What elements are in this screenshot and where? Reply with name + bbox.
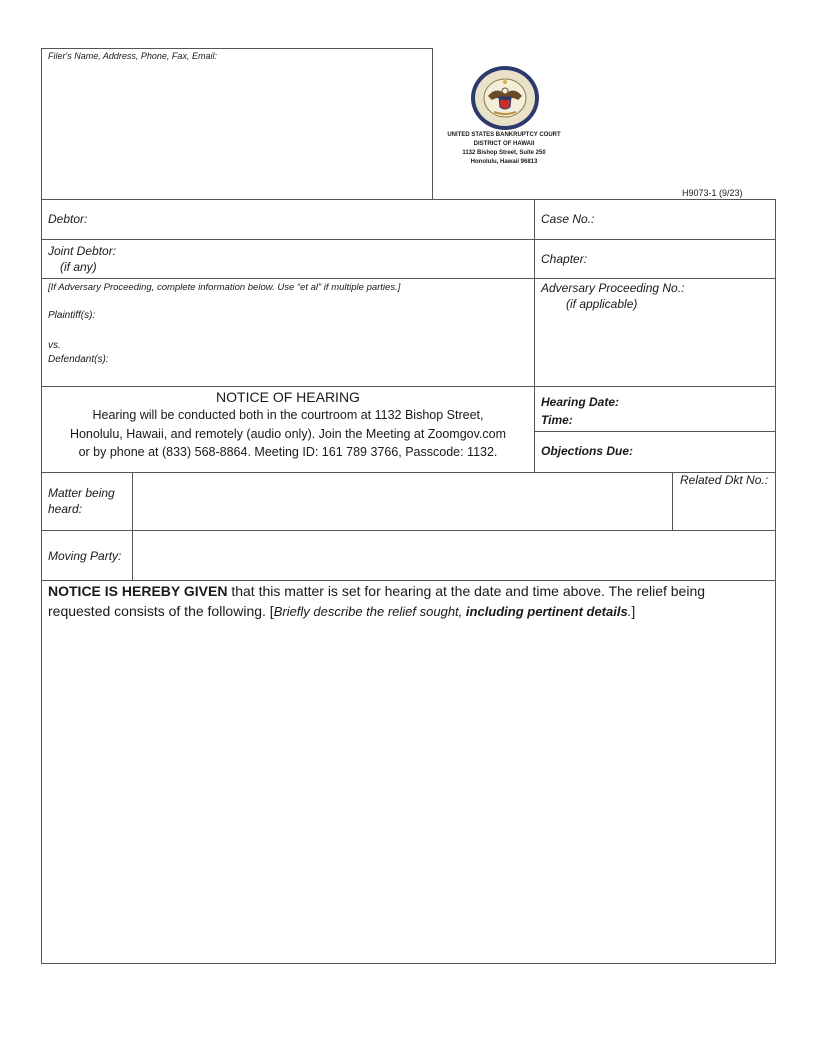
hearing-line-3: or by phone at (833) 568-8864. Meeting ID: 161 789 3766, Passcode: 1132. xyxy=(78,445,498,459)
objections-due-label: Objections Due: xyxy=(541,444,634,458)
notice-instruction-bold: including pertinent details xyxy=(465,604,628,619)
notice-close-bracket: ] xyxy=(631,603,636,619)
court-name: UNITED STATES BANKRUPTCY COURT xyxy=(447,132,561,138)
moving-party-label: Moving Party: xyxy=(48,549,122,563)
defendant-label: Defendant(s): xyxy=(48,354,109,365)
adversary-note: [If Adversary Proceeding, complete information below. Use “et al” if multiple parties.] xyxy=(48,282,401,293)
notice-line-2 xyxy=(48,601,768,622)
filer-info-box[interactable] xyxy=(41,48,433,200)
adversary-no-sublabel: (if applicable) xyxy=(566,297,638,311)
hearing-time-label: Time: xyxy=(541,413,573,427)
hearing-line-2: Honolulu, Hawaii, and remotely (audio only). Join the Meeting at Zoomgov.com xyxy=(69,427,507,441)
adversary-no-label: Adversary Proceeding No.: xyxy=(541,281,685,295)
notice-instruction-italic: Briefly describe the relief sought, xyxy=(273,604,466,619)
court-seal-icon xyxy=(468,64,542,132)
notice-text-2: requested consists of the following. [ xyxy=(48,603,274,619)
vs-label: vs. xyxy=(48,340,61,351)
debtor-label: Debtor: xyxy=(48,212,88,226)
matter-label-line-2: heard: xyxy=(48,502,83,516)
notice-text-1: that this matter is set for hearing at the date and time above. The relief being xyxy=(227,583,706,599)
court-city: Honolulu, Hawaii 96813 xyxy=(470,159,538,165)
matter-label-line-1: Matter being xyxy=(48,486,115,500)
form-code: H9073-1 (9/23) xyxy=(682,188,743,198)
moving-party-field[interactable] xyxy=(132,530,776,581)
court-street: 1132 Bishop Street, Suite 250 xyxy=(462,150,546,156)
chapter-label: Chapter: xyxy=(541,252,588,266)
case-no-label: Case No.: xyxy=(541,212,595,226)
debtor-field[interactable] xyxy=(41,199,535,240)
relief-description-field[interactable] xyxy=(41,580,776,964)
court-district: DISTRICT OF HAWAII xyxy=(473,141,535,147)
adversary-parties-field[interactable] xyxy=(41,278,535,387)
hearing-date-label: Hearing Date: xyxy=(541,395,620,409)
hearing-line-1: Hearing will be conducted both in the courtroom at 1132 Bishop Street, xyxy=(92,408,484,422)
matter-being-heard-field[interactable] xyxy=(132,472,673,531)
plaintiff-label: Plaintiff(s): xyxy=(48,310,96,321)
notice-of-hearing-title: NOTICE OF HEARING xyxy=(216,389,360,405)
filer-label: Filer's Name, Address, Phone, Fax, Email: xyxy=(48,51,217,61)
related-dkt-label: Related Dkt No.: xyxy=(680,473,769,487)
notice-instruction-end: . xyxy=(627,604,632,619)
notice-lead: NOTICE IS HEREBY GIVEN xyxy=(48,583,228,599)
joint-debtor-label: Joint Debtor: xyxy=(48,244,117,258)
notice-line-1 xyxy=(48,581,768,601)
joint-debtor-sublabel: (if any) xyxy=(60,260,97,274)
